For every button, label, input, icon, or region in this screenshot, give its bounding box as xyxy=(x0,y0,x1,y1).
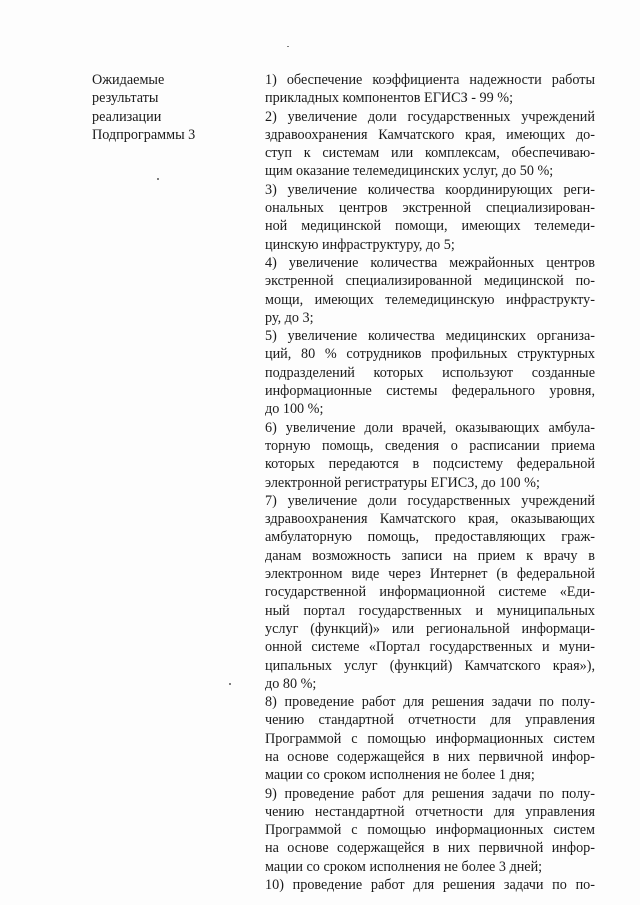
text-line: до 100 %; xyxy=(265,401,324,418)
text-line: здравоохранения Камчатского края, оказывающих xyxy=(265,511,595,528)
text-line: ональных центров экстренной специализирован- xyxy=(265,200,595,217)
text-line: до 80 %; xyxy=(265,675,317,692)
expected-results-list xyxy=(265,71,595,894)
section-label-line: Ожидаемые xyxy=(92,72,165,88)
text-line: ру, до 3; xyxy=(265,309,314,326)
text-line: мощи, имеющих телемедицинскую инфраструкту- xyxy=(265,291,595,308)
text-line: чению стандартной отчетности для управления xyxy=(265,712,595,729)
text-line: прикладных компонентов ЕГИСЗ - 99 %; xyxy=(265,90,514,107)
result-item-7 xyxy=(265,492,595,693)
text-line: 7) увеличение доли государственных учреждений xyxy=(265,492,595,509)
text-line: государственной информационной системе «Еди- xyxy=(265,584,595,601)
text-line: 1) обеспечение коэффициента надежности работы xyxy=(265,72,595,88)
text-line: 5) увеличение количества медицинских организа- xyxy=(265,328,595,345)
section-label-line: реализации xyxy=(92,108,162,125)
text-line: 9) проведение работ для решения задачи по полу- xyxy=(265,785,595,802)
text-line: здравоохранения Камчатского края, имеющих до- xyxy=(265,126,595,143)
text-line: 8) проведение работ для решения задачи по полу- xyxy=(265,694,595,711)
text-line: ций, 80 % сотрудников профильных структурных xyxy=(265,346,595,363)
text-line: амбулаторную помощь, предоставляющих граж- xyxy=(265,529,595,546)
result-item-8 xyxy=(265,693,595,784)
text-line: ступ к системам или комплексам, обеспечиваю- xyxy=(265,145,595,162)
text-line: торную помощь, сведения о расписании приема xyxy=(265,437,595,454)
text-line: 4) увеличение количества межрайонных центров xyxy=(265,254,595,271)
text-line: чению нестандартной отчетности для управления xyxy=(265,803,595,820)
text-line: на основе содержащейся в них первичной инфор- xyxy=(265,840,595,857)
text-line: ный портал государственных и муниципальных xyxy=(265,602,595,619)
text-line: 6) увеличение доли врачей, оказывающих амбула- xyxy=(265,419,595,436)
text-line: электронном виде через Интернет (в федеральной xyxy=(265,566,595,583)
text-line: щим оказание телемедицинских услуг, до 50 %; xyxy=(265,163,554,180)
text-line: 10) проведение работ для решения задачи по по- xyxy=(265,877,595,894)
text-line: 2) увеличение доли государственных учреждений xyxy=(265,108,595,125)
text-line: Программой с помощью информационных систем xyxy=(265,730,595,747)
text-line: мации со сроком исполнения не более 1 дня; xyxy=(265,767,535,784)
text-line: цинскую инфраструктуру, до 5; xyxy=(265,236,455,253)
text-line: информационные системы федерального уровня, xyxy=(265,383,595,400)
text-line: данам возможность записи на прием к врачу в xyxy=(265,547,595,564)
result-item-10 xyxy=(265,876,595,894)
section-label-line: результаты xyxy=(92,90,159,107)
result-item-2 xyxy=(265,108,595,181)
result-item-3 xyxy=(265,181,595,254)
scan-speck xyxy=(287,46,289,47)
section-label-line: Подпрограммы 3 xyxy=(92,127,196,144)
scan-speck xyxy=(229,683,231,685)
result-item-9 xyxy=(265,785,595,876)
text-line: Программой с помощью информационных систем xyxy=(265,822,595,839)
text-line: мации со сроком исполнения не более 3 дней; xyxy=(265,858,543,875)
text-line: которых передаются в подсистему федеральной xyxy=(265,456,595,473)
text-line: онной системе «Портал государственных и муни- xyxy=(265,639,595,656)
text-line: ной медицинской помощи, имеющих телемеди- xyxy=(265,218,595,235)
text-line: 3) увеличение количества координирующих реги- xyxy=(265,181,595,198)
text-line: на основе содержащейся в них первичной инфор- xyxy=(265,748,595,765)
text-line: электронной регистратуры ЕГИСЗ, до 100 %; xyxy=(265,474,540,491)
text-line: услуг (функций)» или региональной информаци- xyxy=(265,620,595,637)
result-item-4 xyxy=(265,254,595,327)
scan-speck xyxy=(157,178,159,180)
section-label xyxy=(92,71,242,145)
result-item-1 xyxy=(265,71,595,108)
result-item-5 xyxy=(265,327,595,418)
text-line: ципальных услуг (функций) Камчатского края»), xyxy=(265,657,595,674)
text-line: экстренной специализированной медицинской по- xyxy=(265,273,595,290)
text-line: подразделений которых используют созданные xyxy=(265,364,595,381)
result-item-6 xyxy=(265,419,595,492)
